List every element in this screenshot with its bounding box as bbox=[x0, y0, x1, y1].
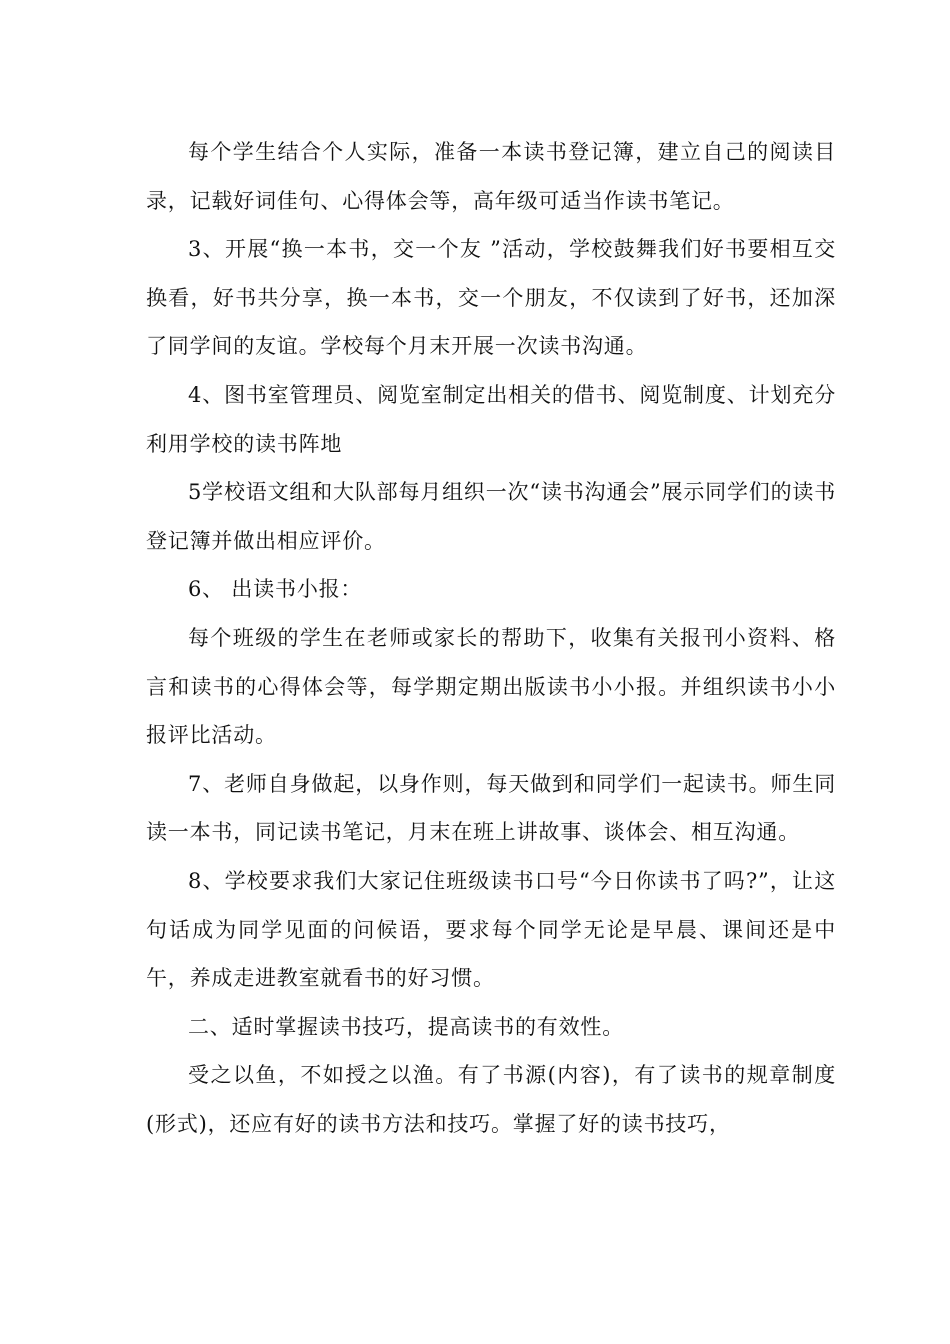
paragraph-item-4-library: 4、图书室管理员、阅览室制定出相关的借书、阅览制度、计划充分利用学校的读书阵地 bbox=[146, 382, 836, 456]
paragraph-reading-register: 每个学生结合个人实际，准备一本读书登记簿，建立自己的阅读目录，记载好词佳句、心得体会等，高年级可适当作读书笔记。 bbox=[146, 140, 836, 213]
paragraph-item-8-slogan: 8、学校要求我们大家记住班级读书口号“今日你读书了吗?”，让这句话成为同学见面的问候语，要求每个同学无论是早晨、课间还是中午，养成走进教室就看书的好习惯。 bbox=[146, 868, 836, 991]
paragraph-item-7-teachers: 7、老师自身做起，以身作则，每天做到和同学们一起读书。师生同读一本书，同记读书笔记，月末在班上讲故事、谈体会、相互沟通。 bbox=[146, 771, 836, 845]
paragraph-newspaper-details: 每个班级的学生在老师或家长的帮助下，收集有关报刊小资料、格言和读书的心得体会等，每学期定期出版读书小小报。并组织读书小小报评比活动。 bbox=[146, 625, 836, 748]
paragraph-item-6-reading-newspaper: 6、 出读书小报： bbox=[188, 577, 363, 602]
paragraph-item-3-book-exchange: 3、开展“换一本书，交一个友 ”活动，学校鼓舞我们好书要相互交换看，好书共分享，换一本书，交一个朋友，不仅读到了好书，还加深了同学间的友谊。学校每个月末开展一次读书沟通。 bbox=[146, 237, 836, 359]
section-heading-reading-skills: 二、适时掌握读书技巧，提高读书的有效性。 bbox=[188, 1014, 624, 1039]
paragraph-teach-to-fish: 受之以鱼，不如授之以渔。有了书源(内容)，有了读书的规章制度(形式)，还应有好的读书方法和技巧。掌握了好的读书技巧， bbox=[146, 1063, 836, 1136]
document-body bbox=[146, 128, 836, 1148]
paragraph-item-5-exchange-meeting: 5学校语文组和大队部每月组织一次“读书沟通会”展示同学们的读书登记簿并做出相应评价。 bbox=[146, 480, 836, 553]
